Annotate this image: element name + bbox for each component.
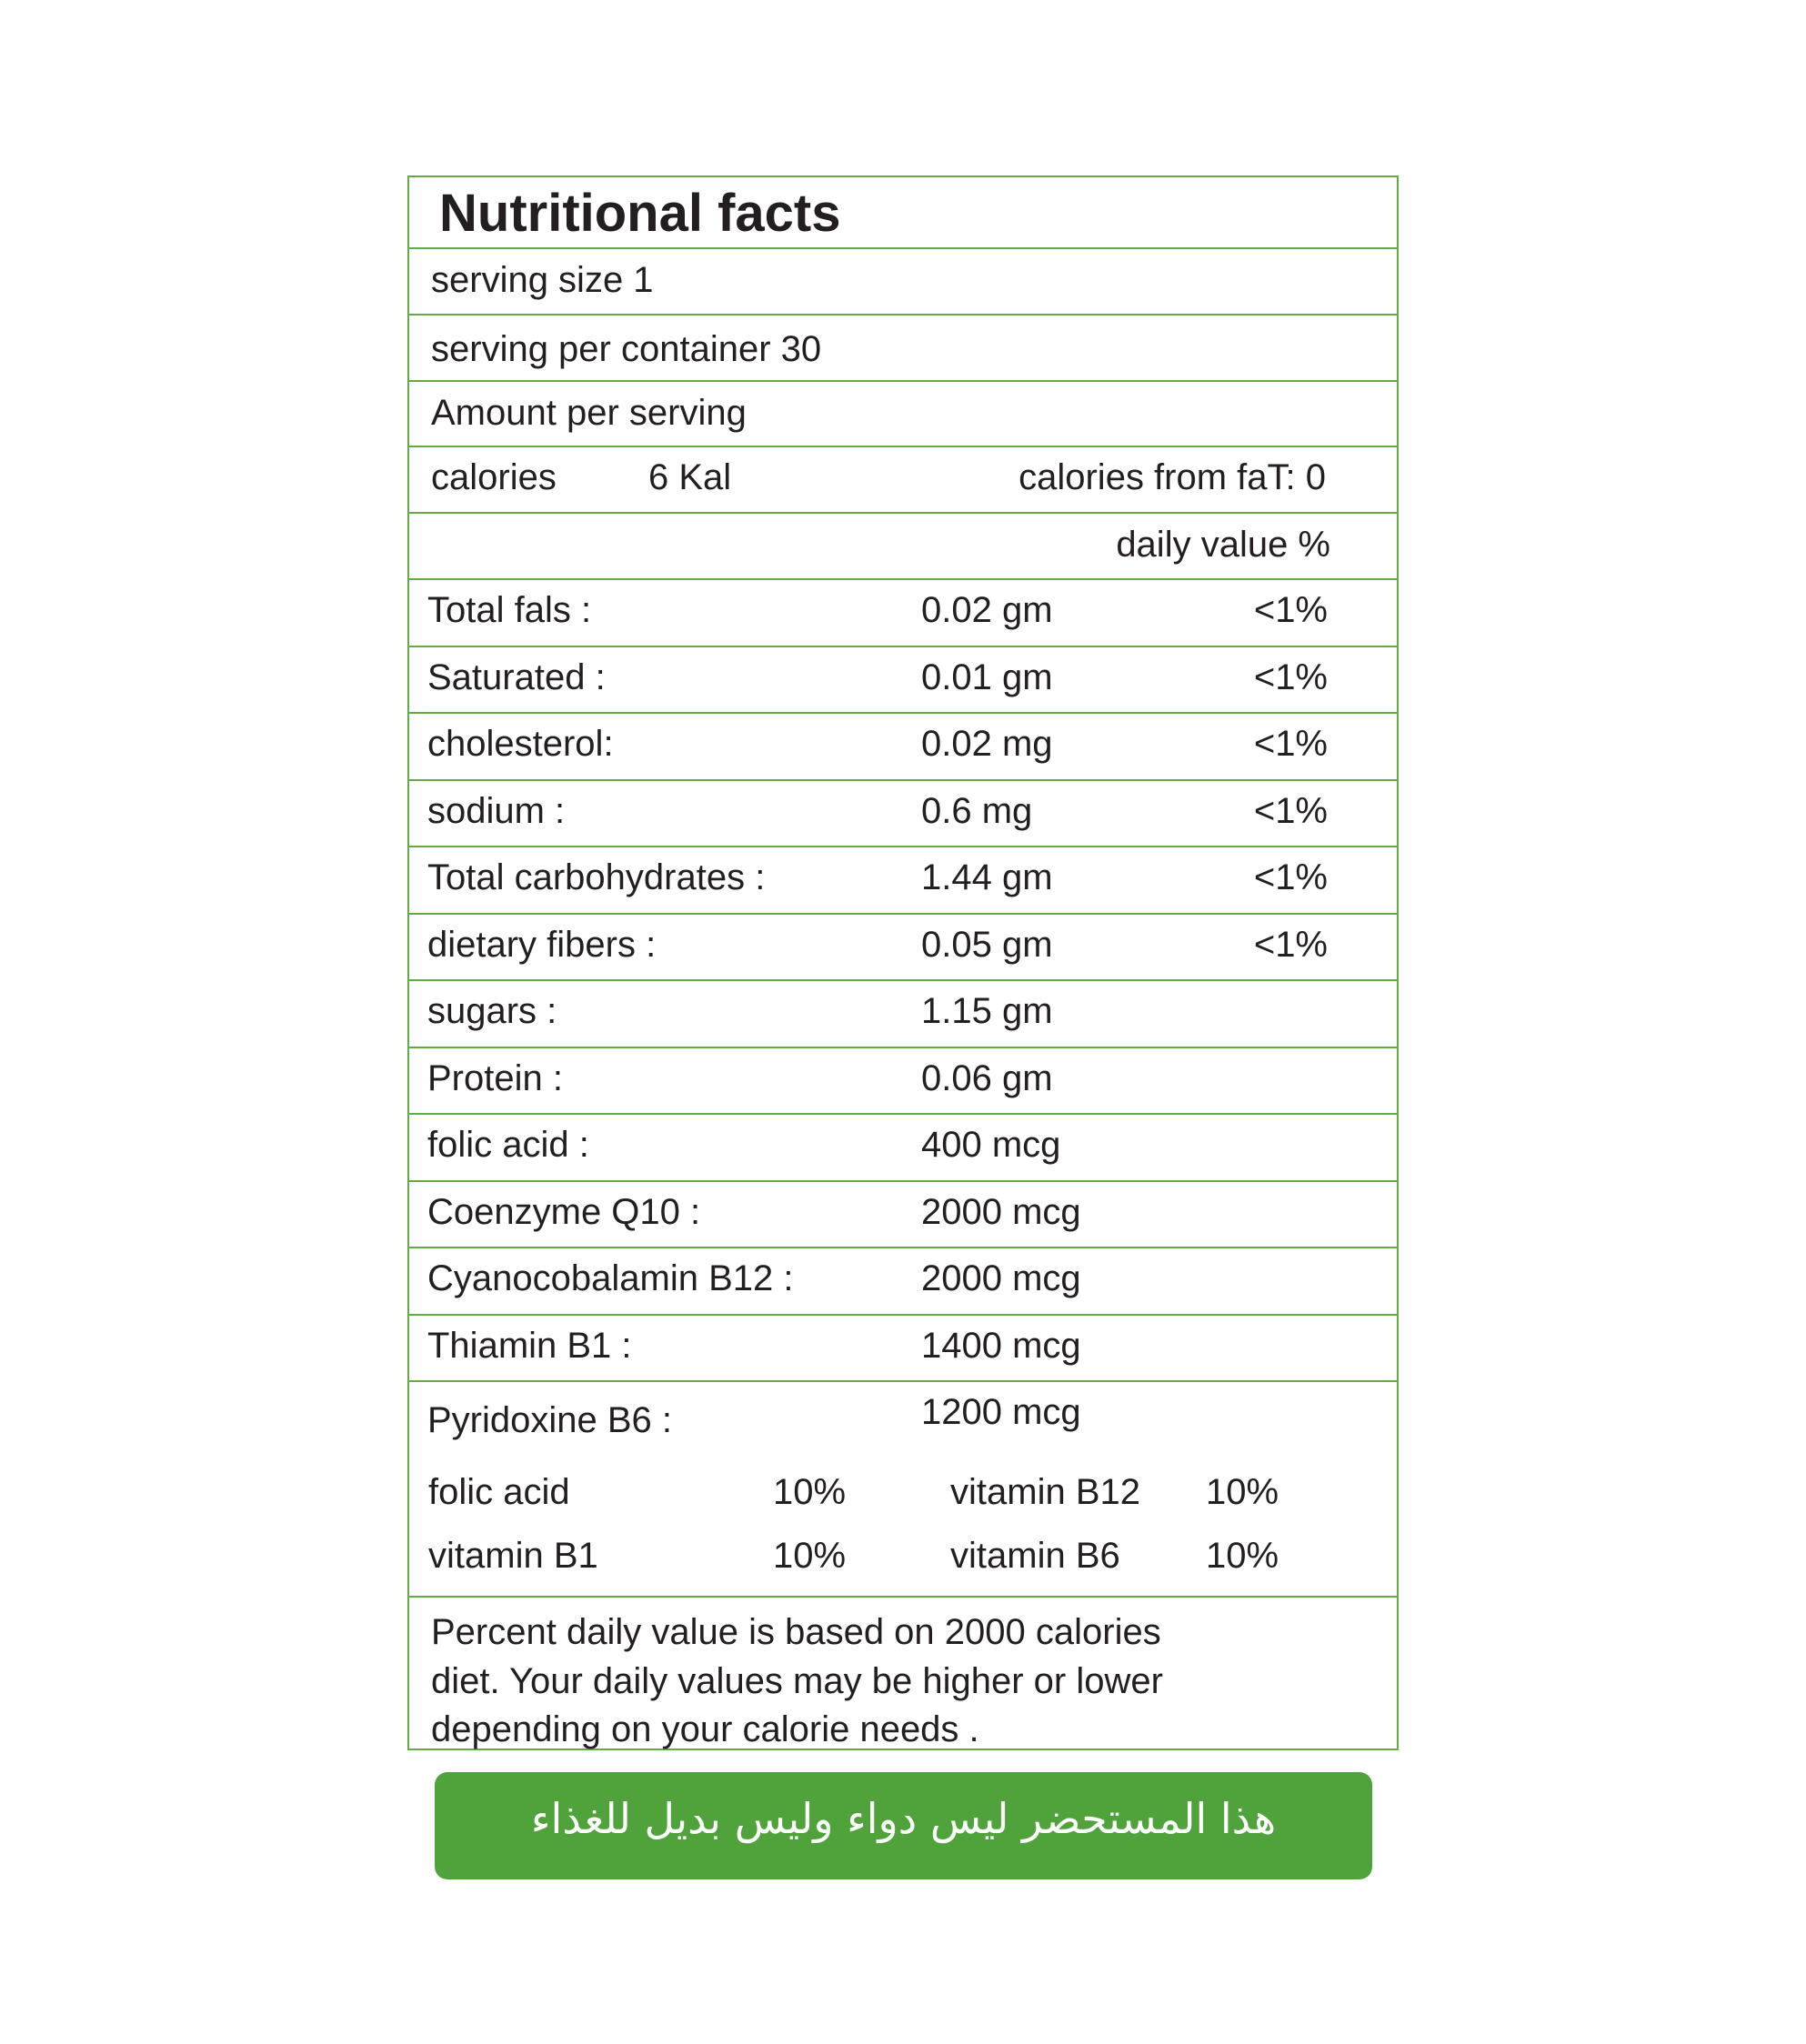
nutrient-amount: 2000 mcg — [921, 1258, 1081, 1298]
nutrient-amount: 1.15 gm — [921, 991, 1053, 1031]
nutrient-daily-value: <1% — [1253, 790, 1328, 831]
nutrient-row — [409, 1048, 1397, 1116]
nutrient-daily-value: <1% — [1253, 724, 1328, 764]
nutrient-row — [409, 1382, 1397, 1455]
nutrient-amount: 0.01 gm — [921, 656, 1053, 697]
page-title: Nutritional facts — [439, 184, 841, 243]
nutrient-name: folic acid : — [427, 1125, 589, 1165]
calories-row — [409, 447, 1397, 514]
nutrient-row — [409, 915, 1397, 982]
nutrient-row — [409, 1115, 1397, 1182]
vitamin-name: vitamin B1 — [428, 1536, 598, 1576]
vitamin-percent: 10% — [1206, 1536, 1279, 1576]
vitamin-percent: 10% — [773, 1536, 847, 1576]
footnote-line: diet. Your daily values may be higher or lower — [431, 1661, 1163, 1701]
nutrient-amount: 400 mcg — [921, 1125, 1061, 1165]
daily-value-header-row — [409, 514, 1397, 580]
calories-value: 6 Kal — [648, 457, 732, 497]
vitamin-percent: 10% — [1206, 1472, 1279, 1512]
nutrient-amount: 0.02 gm — [921, 590, 1053, 630]
servings-per-container-row — [409, 316, 1397, 382]
vitamin-name: vitamin B12 — [950, 1472, 1140, 1512]
nutrient-name: Cyanocobalamin B12 : — [427, 1258, 794, 1298]
nutrient-name: dietary fibers : — [427, 924, 657, 965]
nutrient-daily-value: <1% — [1253, 924, 1328, 965]
nutrient-row — [409, 1182, 1397, 1249]
servings-per-container: serving per container 30 — [431, 329, 822, 369]
nutrient-name: sodium : — [427, 790, 566, 831]
nutrient-row — [409, 647, 1397, 715]
nutrient-name: Pyridoxine B6 : — [427, 1400, 673, 1440]
nutrient-row — [409, 580, 1397, 647]
disclaimer-text: هذا المستحضر ليس دواء وليس بديل للغذاء — [530, 1794, 1277, 1843]
nutrient-name: sugars : — [427, 991, 557, 1031]
nutrient-row — [409, 847, 1397, 915]
disclaimer-banner — [435, 1772, 1372, 1879]
daily-value-header: daily value % — [1116, 525, 1330, 565]
vitamin-percent: 10% — [773, 1472, 847, 1512]
nutrient-row — [409, 781, 1397, 848]
nutrient-amount: 0.6 mg — [921, 790, 1033, 831]
nutrient-name: cholesterol: — [427, 724, 614, 764]
nutrient-row — [409, 981, 1397, 1048]
nutrient-amount: 1.44 gm — [921, 857, 1053, 897]
nutrient-name: Thiamin B1 : — [427, 1325, 632, 1366]
amount-per-serving: Amount per serving — [431, 393, 747, 433]
nutrient-name: Protein : — [427, 1057, 563, 1098]
nutrient-daily-value: <1% — [1253, 590, 1328, 630]
nutrient-name: Saturated : — [427, 656, 606, 697]
calories-from-fat: calories from faT: 0 — [1018, 457, 1326, 497]
vitamin-percentages-row — [409, 1454, 1397, 1598]
nutrient-row — [409, 1316, 1397, 1383]
nutrient-amount: 0.02 mg — [921, 724, 1053, 764]
nutrient-daily-value: <1% — [1253, 656, 1328, 697]
nutrient-name: Coenzyme Q10 : — [427, 1191, 701, 1232]
nutrient-row — [409, 1248, 1397, 1316]
footnote-row — [409, 1598, 1397, 1748]
nutrient-daily-value: <1% — [1253, 857, 1328, 897]
serving-size-row — [409, 249, 1397, 316]
nutrient-name: Total carbohydrates : — [427, 857, 766, 897]
nutrient-row — [409, 714, 1397, 781]
nutrient-amount: 1200 mcg — [921, 1392, 1081, 1432]
title-row — [409, 177, 1397, 249]
footnote-line: depending on your calorie needs . — [431, 1709, 979, 1749]
amount-per-serving-row — [409, 382, 1397, 447]
nutrient-name: Total fals : — [427, 590, 592, 630]
serving-size: serving size 1 — [431, 260, 654, 300]
nutrition-facts-panel — [407, 175, 1399, 1750]
calories-label: calories — [431, 457, 557, 497]
nutrient-amount: 0.05 gm — [921, 924, 1053, 965]
footnote-line: Percent daily value is based on 2000 calories — [431, 1612, 1161, 1652]
vitamin-name: vitamin B6 — [950, 1536, 1120, 1576]
nutrient-amount: 2000 mcg — [921, 1191, 1081, 1232]
nutrient-amount: 0.06 gm — [921, 1057, 1053, 1098]
nutrient-amount: 1400 mcg — [921, 1325, 1081, 1366]
vitamin-name: folic acid — [428, 1472, 570, 1512]
